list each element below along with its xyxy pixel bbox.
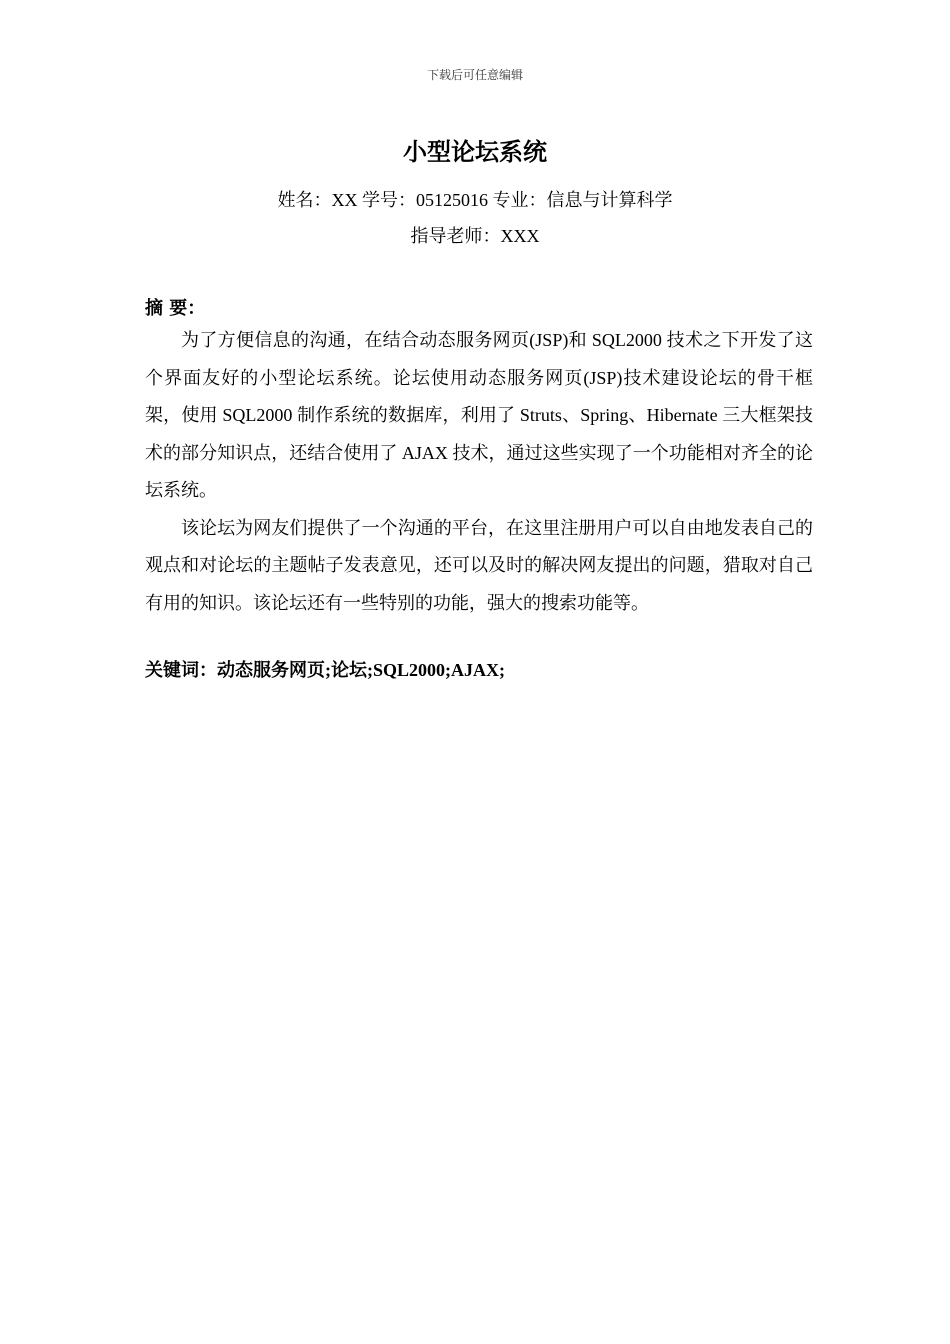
abstract-label: 摘 要： — [145, 298, 206, 319]
document-title: 小型论坛系统 — [403, 138, 547, 166]
author-info: 姓名：XX 学号：05125016 专业：信息与计算科学 — [277, 190, 673, 210]
abstract-paragraph: 该论坛为网友们提供了一个沟通的平台，在这里注册用户可以自由地发表自己的观点和对论坛的主题帖子发表意见，还可以及时的解决网友提出的问题，猎取对自己有用的知识。该论坛还有一些特别的功能，强大的搜索功能等。 — [145, 517, 813, 613]
advisor-info: 指导老师：XXX — [410, 226, 540, 246]
keywords — [145, 656, 505, 682]
keywords-value: 动态服务网页;论坛;SQL2000;AJAX; — [217, 660, 505, 680]
abstract-body — [145, 322, 813, 622]
abstract-paragraph: 为了方便信息的沟通，在结合动态服务网页(JSP)和 SQL2000 技术之下开发了这个界面友好的小型论坛系统。论坛使用动态服务网页(JSP)技术建设论坛的骨干框架，使用 SQL2000 制作系统的数据库，利用了 Struts、Spring、Hibernate 三大框架技术的部分知识点，还结合使用了 AJAX 技术，通过这些实现了一个功能相对齐全的论坛系统。 — [145, 330, 813, 500]
keywords-label: 关键词： — [145, 660, 217, 681]
header-note: 下载后可任意编辑 — [426, 68, 523, 82]
